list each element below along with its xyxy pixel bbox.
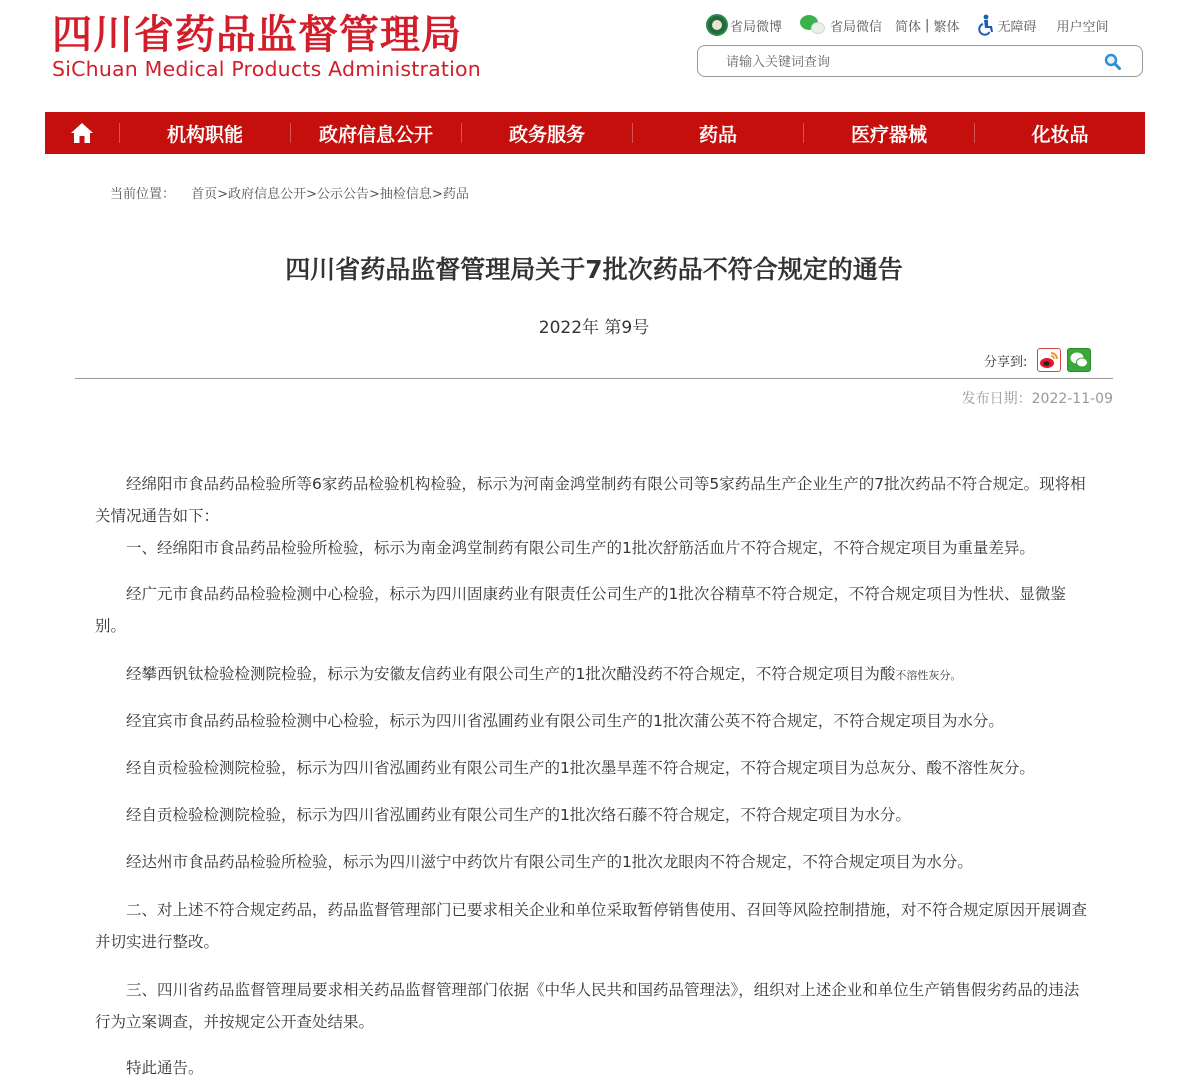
article-paragraph: 经达州市食品药品检验所检验，标示为四川滋宁中药饮片有限公司生产的1批次龙眼肉不符合规定，不符合规定项目为水分。 — [126, 853, 973, 871]
article-paragraph-small-suffix — [95, 658, 1087, 692]
article-paragraph: 二、对上述不符合规定药品，药品监督管理部门已要求相关企业和单位采取暂停销售使用、召回等风险控制措施，对不符合规定原因开展调查并切实进行整改。 — [95, 901, 1088, 951]
breadcrumb — [110, 183, 469, 202]
wechat-share-icon — [1068, 349, 1090, 371]
nav-item-institution[interactable]: 机构职能 — [166, 123, 243, 146]
wechat-link-label: 省局微信 — [830, 19, 883, 35]
article-paragraph: 一、经绵阳市食品药品检验所检验，标示为南金鸿堂制药有限公司生产的1批次舒筋活血片不符合规定，不符合规定项目为重量差异。 — [126, 539, 1035, 557]
breadcrumb-separator: > — [217, 187, 229, 202]
top-links — [706, 14, 1108, 36]
breadcrumb-gov-info[interactable]: 政府信息公开 — [228, 187, 307, 202]
search-input[interactable] — [726, 51, 1086, 73]
article-paragraph: 经自贡检验检测院检验，标示为四川省泓圃药业有限公司生产的1批次络石藤不符合规定，不符合规定项目为水分。 — [126, 806, 911, 824]
search-box — [697, 45, 1143, 77]
language-separator: | — [925, 17, 930, 33]
wheelchair-icon — [977, 14, 995, 36]
search-button[interactable] — [1104, 53, 1122, 71]
document-number: 2022年 第9号 — [538, 318, 650, 338]
accessibility-link[interactable] — [977, 14, 1036, 36]
simplified-chinese-link[interactable] — [895, 16, 921, 35]
weibo-link-label: 省局微博 — [730, 19, 783, 35]
paragraph-small-text: 不溶性灰分。 — [895, 669, 962, 682]
article-title: 四川省药品监督管理局关于7批次药品不符合规定的通告 — [285, 255, 903, 284]
logo-english-name: SiChuan Medical Products Administration — [52, 57, 481, 81]
weibo-link[interactable] — [706, 14, 782, 36]
weibo-share-button[interactable] — [1037, 348, 1061, 372]
breadcrumb-label: 当前位置： — [110, 187, 176, 202]
wechat-link[interactable] — [800, 15, 882, 35]
article-paragraph: 经绵阳市食品药品检验所等6家药品检验机构检验，标示为河南金鸿堂制药有限公司等5家药品生产企业生产的7批次药品不符合规定。现将相关情况通告如下： — [95, 475, 1086, 525]
breadcrumb-separator: > — [431, 187, 443, 202]
site-header — [0, 0, 1192, 112]
logo-chinese-name: 四川省药品监督管理局 — [52, 12, 462, 58]
wechat-icon — [800, 15, 826, 35]
article-paragraph: 经广元市食品药品检验检测中心检验，标示为四川固康药业有限责任公司生产的1批次谷精草不符合规定，不符合规定项目为性状、显微鉴别。 — [95, 585, 1066, 635]
nav-item-cosmetics[interactable]: 化妆品 — [1031, 123, 1089, 146]
nav-item-drugs[interactable]: 药品 — [698, 123, 737, 146]
breadcrumb-inspection-info[interactable]: 抽检信息 — [379, 187, 432, 202]
breadcrumb-separator: > — [369, 187, 380, 202]
breadcrumb-separator: > — [306, 187, 317, 202]
title-divider — [75, 378, 1113, 379]
weibo-icon — [706, 14, 728, 36]
search-icon — [1104, 53, 1122, 71]
article-paragraph: 经自贡检验检测院检验，标示为四川省泓圃药业有限公司生产的1批次墨旱莲不符合规定，不符合规定项目为总灰分、酸不溶性灰分。 — [126, 759, 1035, 777]
share-label: 分享到: — [984, 354, 1028, 370]
publish-date: 发布日期：2022-11-09 — [961, 391, 1113, 407]
accessibility-label: 无障碍 — [997, 19, 1037, 35]
article-paragraph: 经宜宾市食品药品检验检测中心检验，标示为四川省泓圃药业有限公司生产的1批次蒲公英不符合规定，不符合规定项目为水分。 — [126, 712, 1004, 730]
weibo-share-icon — [1038, 349, 1060, 371]
nav-item-medical-devices[interactable]: 医疗器械 — [850, 123, 927, 146]
breadcrumb-announcements[interactable]: 公示公告 — [317, 187, 370, 202]
user-space-label: 用户空间 — [1056, 19, 1109, 35]
share-bar — [984, 347, 1097, 373]
simplified-label: 简体 — [895, 19, 922, 35]
article-paragraph: 特此通告。 — [126, 1059, 204, 1077]
home-icon — [70, 122, 94, 144]
traditional-chinese-link[interactable] — [933, 16, 959, 35]
nav-item-gov-services[interactable]: 政务服务 — [508, 123, 585, 146]
main-nav — [45, 112, 1145, 154]
user-space-link[interactable] — [1056, 16, 1108, 35]
breadcrumb-drugs[interactable]: 药品 — [442, 187, 469, 202]
wechat-share-button[interactable] — [1067, 348, 1091, 372]
article-paragraph: 三、四川省药品监督管理局要求相关药品监督管理部门依据《中华人民共和国药品管理法》，组织对上述企业和单位生产销售假劣药品的违法行为立案调查，并按规定公开查处结果。 — [95, 981, 1080, 1031]
paragraph-text: 经攀西钒钛检验检测院检验，标示为安徽友信药业有限公司生产的1批次醋没药不符合规定，不符合规定项目为酸 — [126, 665, 896, 683]
nav-item-gov-info[interactable]: 政府信息公开 — [318, 123, 433, 146]
nav-home-button[interactable] — [45, 112, 119, 154]
traditional-label: 繁体 — [933, 19, 960, 35]
breadcrumb-home[interactable]: 首页 — [191, 187, 218, 202]
site-logo[interactable] — [52, 12, 481, 80]
